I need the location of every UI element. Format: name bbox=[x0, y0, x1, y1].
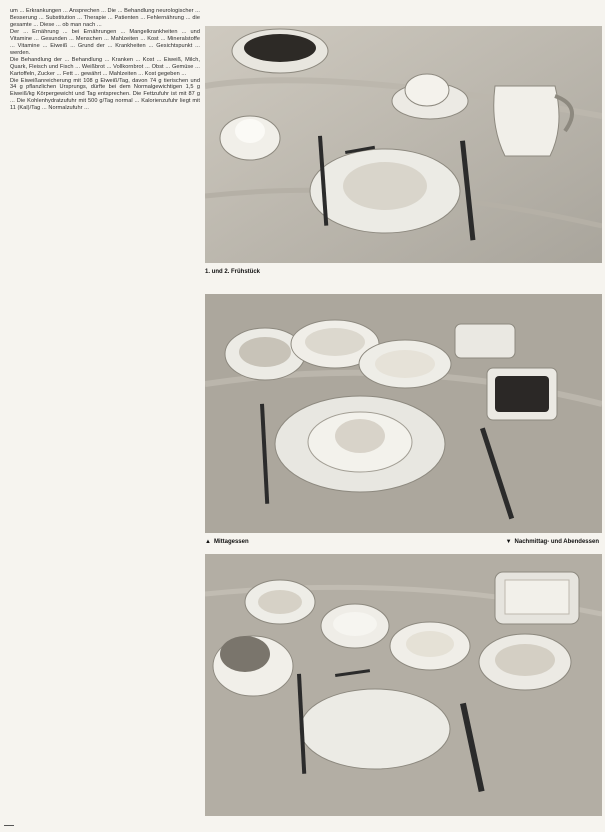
article-text-column bbox=[10, 8, 200, 826]
triangle-up-icon: ▲ bbox=[205, 539, 211, 545]
caption-afternoon-evening bbox=[506, 539, 599, 545]
text-paragraph-1: um ... Erkrankungen ... Ansprechen ... Die ... Behandlung neurologischer ... Besserung ... Substitution ... Therapie ... Patienten ... Fehlernährung ... die gesamte ... Diese ... ob man nach ... bbox=[10, 8, 200, 28]
photo-afternoon-evening bbox=[205, 554, 602, 816]
text-paragraph-2: Der ... Ernährung ... bei Ernährungen ... Mangelkrankheiten ... und Vitamine ... Gesunden ... Menschen ... Mahlzeiten ... Kost ... Mineralstoffe ... Vitamine ... Eiweiß ... Grund der ... Krankheiten ... Gesichtspunkt ... werden. bbox=[10, 28, 200, 56]
caption-lunch-text: Mittagessen bbox=[213, 539, 249, 545]
caption-breakfast: 1. und 2. Frühstück bbox=[205, 269, 261, 275]
photo-lunch bbox=[205, 294, 602, 533]
caption-lunch bbox=[205, 539, 249, 545]
page-margin-mark bbox=[4, 825, 14, 826]
caption-afternoon-evening-text: Nachmittag- und Abendessen bbox=[514, 539, 599, 545]
photo-breakfast bbox=[205, 26, 602, 263]
triangle-down-icon: ▼ bbox=[505, 539, 512, 545]
text-paragraph-3: Die Behandlung der ... Behandlung ... Kranken ... Kost ... Eiweiß, Milch, Quark, Fleisch und Fisch ... Weißbrot ... Vollkornbrot ... Obst ... Gemüse ... Kartoffeln, Zucker ... Fett ... gewährt ... Mahlzeiten ... Kost gegeben ... bbox=[10, 56, 200, 77]
text-paragraph-4: Die Eiweißanreicherung mit 108 g Eiweiß/Tag, davon 74 g tierischen und 34 g pflanzlichen Ursprungs, dürfte bei dem Normalgewichtigen 1,5 g Eiweiß/kg Körpergewicht und Tag entsprechen. Die Fettzufuhr ist mit 87 g ... Die Kohlenhydratzufuhr mit 500 g/Tag normal ... Kalorienzufuhr liegt mit 11 (Kal)/Tag ... Normalzufuhr ... bbox=[10, 77, 200, 112]
